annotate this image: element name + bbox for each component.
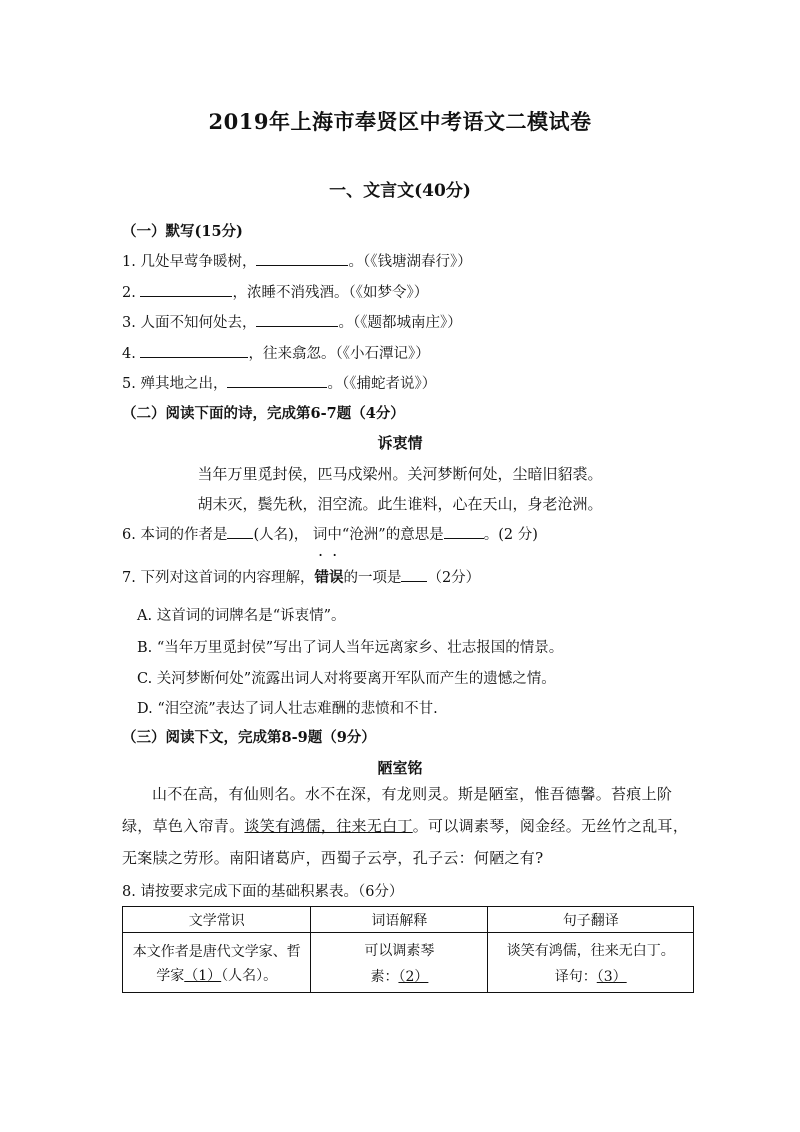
- question-3: [122, 311, 462, 332]
- cell-line: [315, 966, 483, 986]
- question-number: 2.: [122, 285, 136, 301]
- table-header: 文学常识: [123, 907, 311, 933]
- underlined-sentence: 谈笑有鸿儒，往来无白丁: [244, 817, 413, 835]
- table-header: 句子翻译: [488, 907, 694, 933]
- essay-body: [122, 778, 692, 874]
- cell-text: 译句：: [554, 968, 597, 985]
- question-text: 的一项是: [343, 570, 402, 586]
- table-header: 词语解释: [311, 907, 488, 933]
- cell-line: [127, 965, 306, 985]
- table-cell-translation: [488, 933, 694, 993]
- cell-text: 学家: [156, 967, 185, 984]
- cell-text: 可以调素琴: [364, 942, 435, 959]
- cell-text: （人名）。: [221, 967, 278, 984]
- question-text: 7. 下列对这首词的内容理解，: [122, 570, 315, 586]
- option-c[interactable]: C. 关河梦断何处”流露出词人对将要离开军队而产生的遗憾之情。: [137, 671, 556, 687]
- table-cell-word: [311, 933, 488, 993]
- essay-text: 。可以调素琴，阅金经。无丝竹之乱耳，无案牍之劳形。南阳诸葛庐，西蜀子云亭，孔子云：何陋之有?: [122, 817, 689, 867]
- part2-heading: （二）阅读下面的诗，完成第6-7题（4分）: [122, 405, 405, 422]
- question-2: [122, 281, 428, 302]
- part3-heading: （三）阅读下文，完成第8-9题（9分）: [122, 729, 376, 746]
- answer-blank[interactable]: [227, 524, 253, 539]
- question-text: 殚其地之出，: [140, 376, 228, 392]
- question-text: 。(2 分): [483, 527, 538, 543]
- poem-line: 当年万里觅封侯，匹马戍梁州。关河梦断何处，尘暗旧貂裘。: [197, 465, 603, 483]
- question-number: 4.: [122, 346, 136, 362]
- question-text: ，往来翕忽。（《小石潭记》）: [248, 346, 430, 362]
- question-number: 5.: [122, 376, 136, 392]
- question-text: (人名)， 词中“沧洲”的意思是: [253, 527, 444, 543]
- page-title: 2019年上海市奉贤区中考语文二模试卷: [208, 109, 592, 134]
- table-cell-literature: [123, 933, 311, 993]
- answer-blank[interactable]: [256, 251, 348, 266]
- essay-text: 山不在高，有仙则名。水不在深，有龙则灵。斯是陋室，惟吾德馨。苔痕上阶绿，草色入帘青。: [122, 785, 673, 835]
- question-text: 。（《捕蛇者说》）: [327, 376, 437, 392]
- knowledge-table: [122, 906, 694, 993]
- question-8: 8. 请按要求完成下面的基础积累表。（6分）: [122, 884, 404, 900]
- cell-text: 本文作者是唐代文学家、哲: [132, 943, 301, 960]
- emphasis-word: 错误: [314, 569, 344, 586]
- question-text: 。（《题都城南庄》）: [338, 315, 462, 331]
- question-number: 3.: [122, 315, 136, 331]
- question-5: [122, 372, 436, 393]
- emphasis-dots: ..: [318, 541, 347, 560]
- option-b[interactable]: B. “当年万里觅封侯”写出了词人当年远离家乡、壮志报国的情景。: [137, 640, 564, 656]
- answer-blank[interactable]: [256, 312, 338, 327]
- question-text: 人面不知何处去，: [140, 315, 257, 331]
- question-text: ，浓睡不消残酒。（《如梦令》）: [232, 285, 429, 301]
- answer-blank[interactable]: [140, 343, 248, 358]
- poem-line: 胡未灭，鬓先秋，泪空流。此生谁料，心在天山，身老沧洲。: [197, 495, 603, 513]
- question-text: 6. 本词的作者是: [122, 527, 228, 543]
- question-7: [122, 566, 480, 587]
- question-1: [122, 250, 472, 271]
- cell-line: [492, 966, 689, 986]
- question-text: （2分）: [427, 570, 481, 586]
- option-a[interactable]: A. 这首词的词牌名是“诉衷情”。: [137, 608, 346, 624]
- part1-heading: （一）默写(15分): [122, 223, 243, 240]
- answer-blank[interactable]: （2）: [398, 968, 429, 985]
- answer-blank[interactable]: （1）: [184, 967, 222, 984]
- answer-blank[interactable]: [444, 524, 484, 539]
- answer-blank[interactable]: [401, 567, 427, 582]
- answer-blank[interactable]: [227, 373, 327, 388]
- section-heading: 一、文言文(40分): [329, 181, 471, 201]
- question-number: 1.: [122, 254, 136, 270]
- question-4: [122, 342, 430, 363]
- answer-blank[interactable]: [140, 282, 232, 297]
- option-d[interactable]: D. “泪空流”表达了词人壮志难酬的悲愤和不甘.: [137, 701, 438, 717]
- poem-title: 诉衷情: [377, 434, 423, 452]
- answer-blank[interactable]: （3）: [596, 968, 627, 985]
- cell-text: 谈笑有鸿儒，往来无白丁。: [506, 942, 675, 959]
- essay-title: 陋室铭: [377, 759, 423, 777]
- question-text: 。（《钱塘湖春行》）: [348, 254, 472, 270]
- cell-text: 素：: [370, 968, 399, 985]
- question-text: 几处早莺争暖树，: [140, 254, 257, 270]
